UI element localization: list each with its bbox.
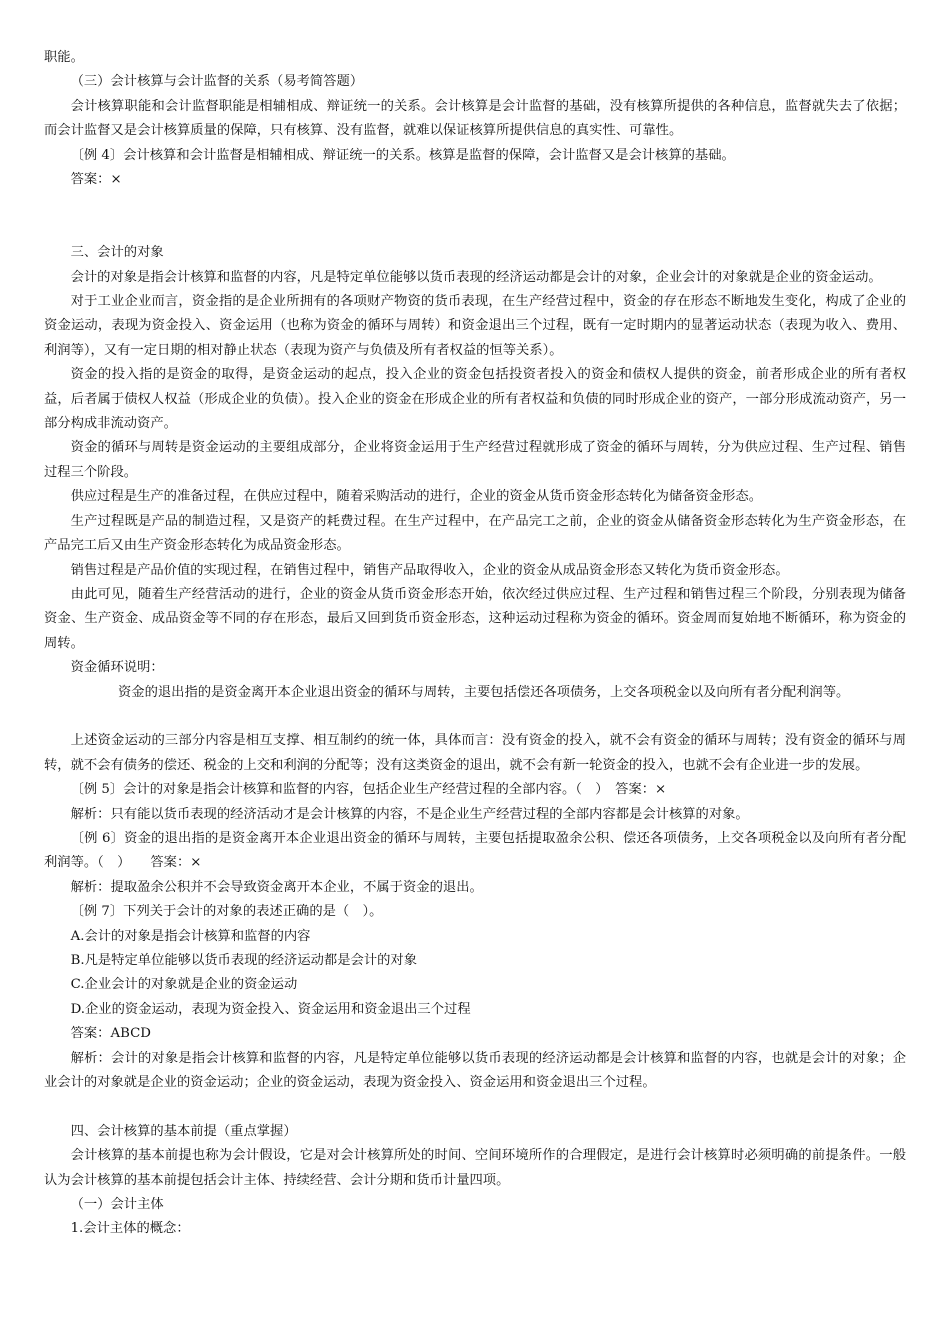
section-heading: 四、会计核算的基本前提（重点掌握） <box>70 1123 297 1139</box>
paragraph: 会计的对象是指会计核算和监督的内容，凡是特定单位能够以货币表现的经济运动都是会计的对象，企业会计的对象就是企业的资金运动。 <box>70 269 882 285</box>
paragraph: 资金的循环与周转是资金运动的主要组成部分，企业将资金运用于生产经营过程就形成了资金的循环与周转，分为供应过程、生产过程、销售过程三个阶段。 <box>44 440 906 480</box>
explanation: 解析：只有能以货币表现的经济活动才是会计核算的内容，不是企业生产经营过程的全部内容都是会计核算的对象。 <box>70 806 749 822</box>
answer: 答案：× <box>70 172 122 188</box>
blank-line <box>44 192 906 216</box>
paragraph: 供应过程是生产的准备过程，在供应过程中，随着采购活动的进行，企业的资金从货币资金形态转化为储备资金形态。 <box>70 489 763 505</box>
paragraph: 销售过程是产品价值的实现过程，在销售过程中，销售产品取得收入，企业的资金从成品资金形态又转化为货币资金形态。 <box>70 562 789 578</box>
example-question: 〔例 6〕资金的退出指的是资金离开本企业退出资金的循环与周转，主要包括提取盈余公积、偿还各项债务，上交各项税金以及向所有者分配利润等。（ ） 答案：× <box>44 830 906 871</box>
paragraph: 资金的投入指的是资金的取得，是资金运动的起点，投入企业的资金包括投资者投入的资金和债权人提供的资金，前者形成企业的所有者权益，后者属于债权人权益（形成企业的负债）。投入企业的资金在形成企业的所有者权益和负债的同时形成企业的资产，一部分形成流动资产，另一部分构成非流动资产。 <box>44 367 906 432</box>
section-heading: （三）会计核算与会计监督的关系（易考简答题） <box>70 74 364 90</box>
explanation: 解析：会计的对象是指会计核算和监督的内容，凡是特定单位能够以货币表现的经济运动都是会计核算和监督的内容，也就是会计的对象；企业会计的对象就是企业的资金运动；企业的资金运动，表现为资金投入、资金运用和资金退出三个过程。 <box>44 1050 906 1091</box>
subsection-heading: （一）会计主体 <box>70 1197 164 1213</box>
example-question: 〔例 7〕下列关于会计的对象的表述正确的是（ ）。 <box>70 904 383 920</box>
text-line: 职能。 <box>44 50 84 65</box>
example-question: 〔例 4〕会计核算和会计监督是相辅相成、辩证统一的关系。核算是监督的保障，会计监督又是会计核算的基础。 <box>70 147 735 163</box>
blank-line <box>44 705 906 729</box>
option-c: C.企业会计的对象就是企业的资金运动 <box>70 977 298 993</box>
paragraph: 对于工业企业而言，资金指的是企业所拥有的各项财产物资的货币表现，在生产经营过程中，资金的存在形态不断地发生变化，构成了企业的资金运动，表现为资金投入、资金运用（也称为资金的循环与周转）和资金退出三个过程，既有一定时期内的显著运动状态（表现为收入、费用、利润等），又有一定日期的相对静止状态（表现为资产与负债及所有者权益的恒等关系）。 <box>44 294 906 358</box>
section-heading: 三、会计的对象 <box>70 245 164 261</box>
paragraph: 会计核算的基本前提也称为会计假设，它是对会计核算所处的时间、空间环境所作的合理假定，是进行会计核算时必须明确的前提条件。一般认为会计核算的基本前提包括会计主体、持续经营、会计分期和货币计量四项。 <box>44 1148 906 1188</box>
paragraph: 资金循环说明： <box>70 660 164 676</box>
option-a: A.会计的对象是指会计核算和监督的内容 <box>70 928 311 944</box>
blank-line <box>44 1095 906 1119</box>
paragraph: 会计核算职能和会计监督职能是相辅相成、辩证统一的关系。会计核算是会计监督的基础，没有核算所提供的各种信息，监督就失去了依据；而会计监督又是会计核算质量的保障，只有核算、没有监督，就难以保证核算所提供信息的真实性、可靠性。 <box>44 98 906 139</box>
example-question: 〔例 5〕会计的对象是指会计核算和监督的内容，包括企业生产经营过程的全部内容。（ ） 答案：× <box>70 782 667 798</box>
paragraph: 资金的退出指的是资金离开本企业退出资金的循环与周转，主要包括偿还各项债务，上交各项税金以及向所有者分配利润等。 <box>118 684 850 700</box>
paragraph: 由此可见，随着生产经营活动的进行，企业的资金从货币资金形态开始，依次经过供应过程、生产过程和销售过程三个阶段，分别表现为储备资金、生产资金、成品资金等不同的存在形态，最后又回到货币资金形态，这种运动过程称为资金的循环。资金周而复始地不断循环，称为资金的周转。 <box>44 586 906 651</box>
explanation: 解析：提取盈余公积并不会导致资金离开本企业，不属于资金的退出。 <box>70 879 483 895</box>
paragraph: 生产过程既是产品的制造过程，又是资产的耗费过程。在生产过程中，在产品完工之前，企业的资金从储备资金形态转化为生产资金形态，在产品完工后又由生产资金形态转化为成品资金形态。 <box>44 513 906 554</box>
option-b: B.凡是特定单位能够以货币表现的经济运动都是会计的对象 <box>70 952 418 968</box>
subsection-heading: 1.会计主体的概念： <box>70 1221 190 1237</box>
paragraph: 上述资金运动的三部分内容是相互支撑、相互制约的统一体，具体而言：没有资金的投入，就不会有资金的循环与周转；没有资金的循环与周转，就不会有债务的偿还、税金的上交和利润的分配等；没有这类资金的退出，就不会有新一轮资金的投入，也就不会有企业进一步的发展。 <box>44 733 906 773</box>
blank-line <box>44 217 906 241</box>
answer: 答案：ABCD <box>70 1026 151 1042</box>
option-d: D.企业的资金运动，表现为资金投入、资金运用和资金退出三个过程 <box>70 1001 471 1017</box>
